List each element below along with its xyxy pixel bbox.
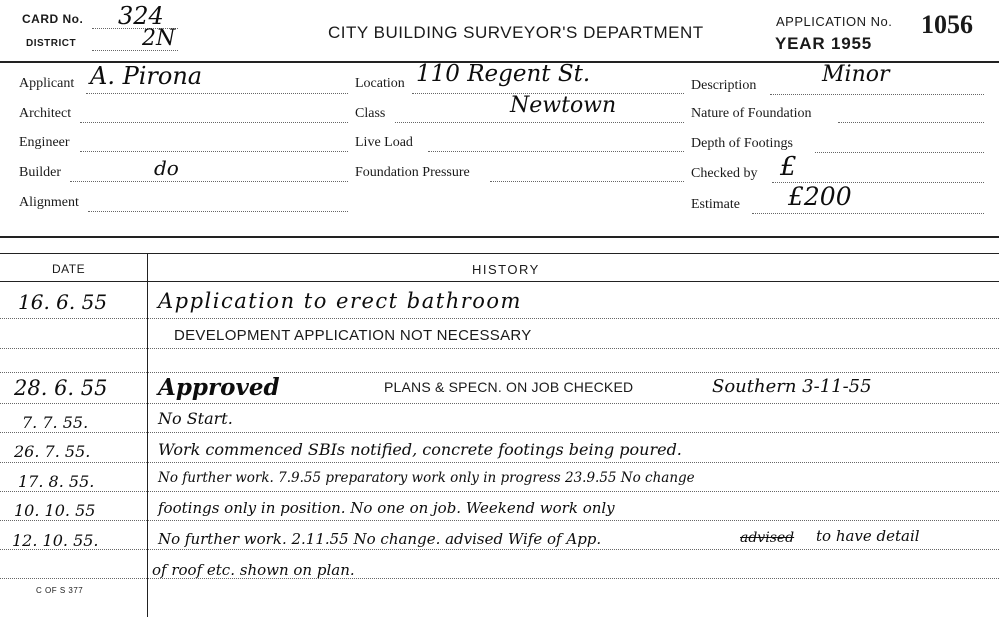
history-header-top-line bbox=[0, 253, 999, 254]
class-value: Newtown bbox=[510, 93, 617, 118]
history-header-bottom-line bbox=[0, 281, 999, 282]
application-no-label: APPLICATION No. bbox=[776, 14, 893, 29]
builder-line bbox=[70, 181, 348, 182]
development-stamp: DEVELOPMENT APPLICATION NOT NECESSARY bbox=[174, 327, 532, 344]
estimate-line bbox=[752, 213, 984, 214]
ruled-line bbox=[0, 403, 999, 404]
depth-of-footings-line bbox=[815, 152, 984, 153]
checked-by-value: £ bbox=[780, 152, 797, 182]
description-line bbox=[770, 94, 984, 95]
nature-of-foundation-label: Nature of Foundation bbox=[691, 106, 812, 121]
department-title: CITY BUILDING SURVEYOR'S DEPARTMENT bbox=[328, 23, 704, 42]
history-date: 10. 10. 55 bbox=[14, 501, 96, 520]
district-value: 2N bbox=[142, 26, 176, 51]
plans-checked-stamp: PLANS & SPECN. ON JOB CHECKED bbox=[384, 379, 634, 395]
engineer-line bbox=[80, 151, 348, 152]
ruled-line bbox=[0, 520, 999, 521]
estimate-label: Estimate bbox=[691, 197, 740, 212]
applicant-label: Applicant bbox=[19, 76, 75, 91]
ruled-line bbox=[0, 578, 999, 579]
architect-label: Architect bbox=[19, 106, 72, 121]
history-date: 12. 10. 55. bbox=[12, 531, 99, 550]
ruled-line bbox=[0, 372, 999, 373]
builder-label: Builder bbox=[19, 165, 61, 180]
history-date: 16. 6. 55 bbox=[18, 290, 108, 314]
alignment-label: Alignment bbox=[19, 195, 79, 210]
approved-entry: Approved bbox=[158, 374, 280, 401]
history-entry: to have detail bbox=[816, 527, 920, 545]
location-value: 110 Regent St. bbox=[416, 61, 591, 87]
year-label: YEAR 1955 bbox=[775, 34, 872, 53]
class-label: Class bbox=[355, 106, 386, 121]
description-value: Minor bbox=[822, 62, 890, 87]
ruled-line bbox=[0, 549, 999, 550]
applicant-value: A. Pirona bbox=[90, 62, 203, 90]
details-divider bbox=[0, 236, 999, 238]
depth-of-footings-label: Depth of Footings bbox=[691, 136, 793, 151]
card-no-value: 324 bbox=[118, 2, 164, 30]
history-entry: No further work. 2.11.55 No change. advised Wife of App. bbox=[158, 530, 602, 548]
ruled-line bbox=[0, 462, 999, 463]
date-column-divider bbox=[147, 253, 148, 617]
architect-line bbox=[80, 122, 348, 123]
history-entry: of roof etc. shown on plan. bbox=[152, 561, 355, 579]
history-entry: footings only in position. No one on job. Weekend work only bbox=[158, 499, 615, 517]
description-label: Description bbox=[691, 78, 757, 93]
foundation-pressure-label: Foundation Pressure bbox=[355, 165, 470, 180]
history-entry: No Start. bbox=[158, 409, 233, 428]
ruled-line bbox=[0, 318, 999, 319]
history-entry: Work commenced SBIs notified, concrete footings being poured. bbox=[158, 440, 682, 459]
history-entry: No further work. 7.9.55 preparatory work only in progress 23.9.55 No change bbox=[158, 470, 695, 486]
history-date: 7. 7. 55. bbox=[22, 413, 89, 432]
applicant-line bbox=[86, 93, 348, 94]
checked-by-label: Checked by bbox=[691, 166, 758, 181]
history-date: 26. 7. 55. bbox=[14, 442, 91, 461]
live-load-line bbox=[428, 151, 684, 152]
nature-of-foundation-line bbox=[838, 122, 984, 123]
location-label: Location bbox=[355, 76, 405, 91]
builder-value: do bbox=[154, 156, 179, 180]
district-line bbox=[92, 50, 178, 51]
date-column-header: DATE bbox=[52, 262, 86, 276]
history-entry: Application to erect bathroom bbox=[158, 289, 522, 313]
estimate-value: £200 bbox=[788, 182, 852, 211]
class-line bbox=[395, 122, 684, 123]
history-date: 17. 8. 55. bbox=[18, 472, 95, 491]
history-column-header: HISTORY bbox=[472, 262, 540, 277]
application-no-value: 1056 bbox=[921, 10, 973, 39]
ruled-line bbox=[0, 348, 999, 349]
live-load-label: Live Load bbox=[355, 135, 413, 150]
card-no-label: CARD No. bbox=[22, 12, 84, 26]
engineer-label: Engineer bbox=[19, 135, 70, 150]
district-label: DISTRICT bbox=[26, 38, 77, 49]
foundation-pressure-line bbox=[490, 181, 684, 182]
alignment-line bbox=[88, 211, 348, 212]
ruled-line bbox=[0, 432, 999, 433]
form-code: C OF S 377 bbox=[36, 586, 84, 595]
signature: Southern 3-11-55 bbox=[712, 376, 872, 397]
ruled-line bbox=[0, 491, 999, 492]
struck-word: advised bbox=[740, 530, 795, 546]
history-date: 28. 6. 55 bbox=[14, 376, 108, 400]
